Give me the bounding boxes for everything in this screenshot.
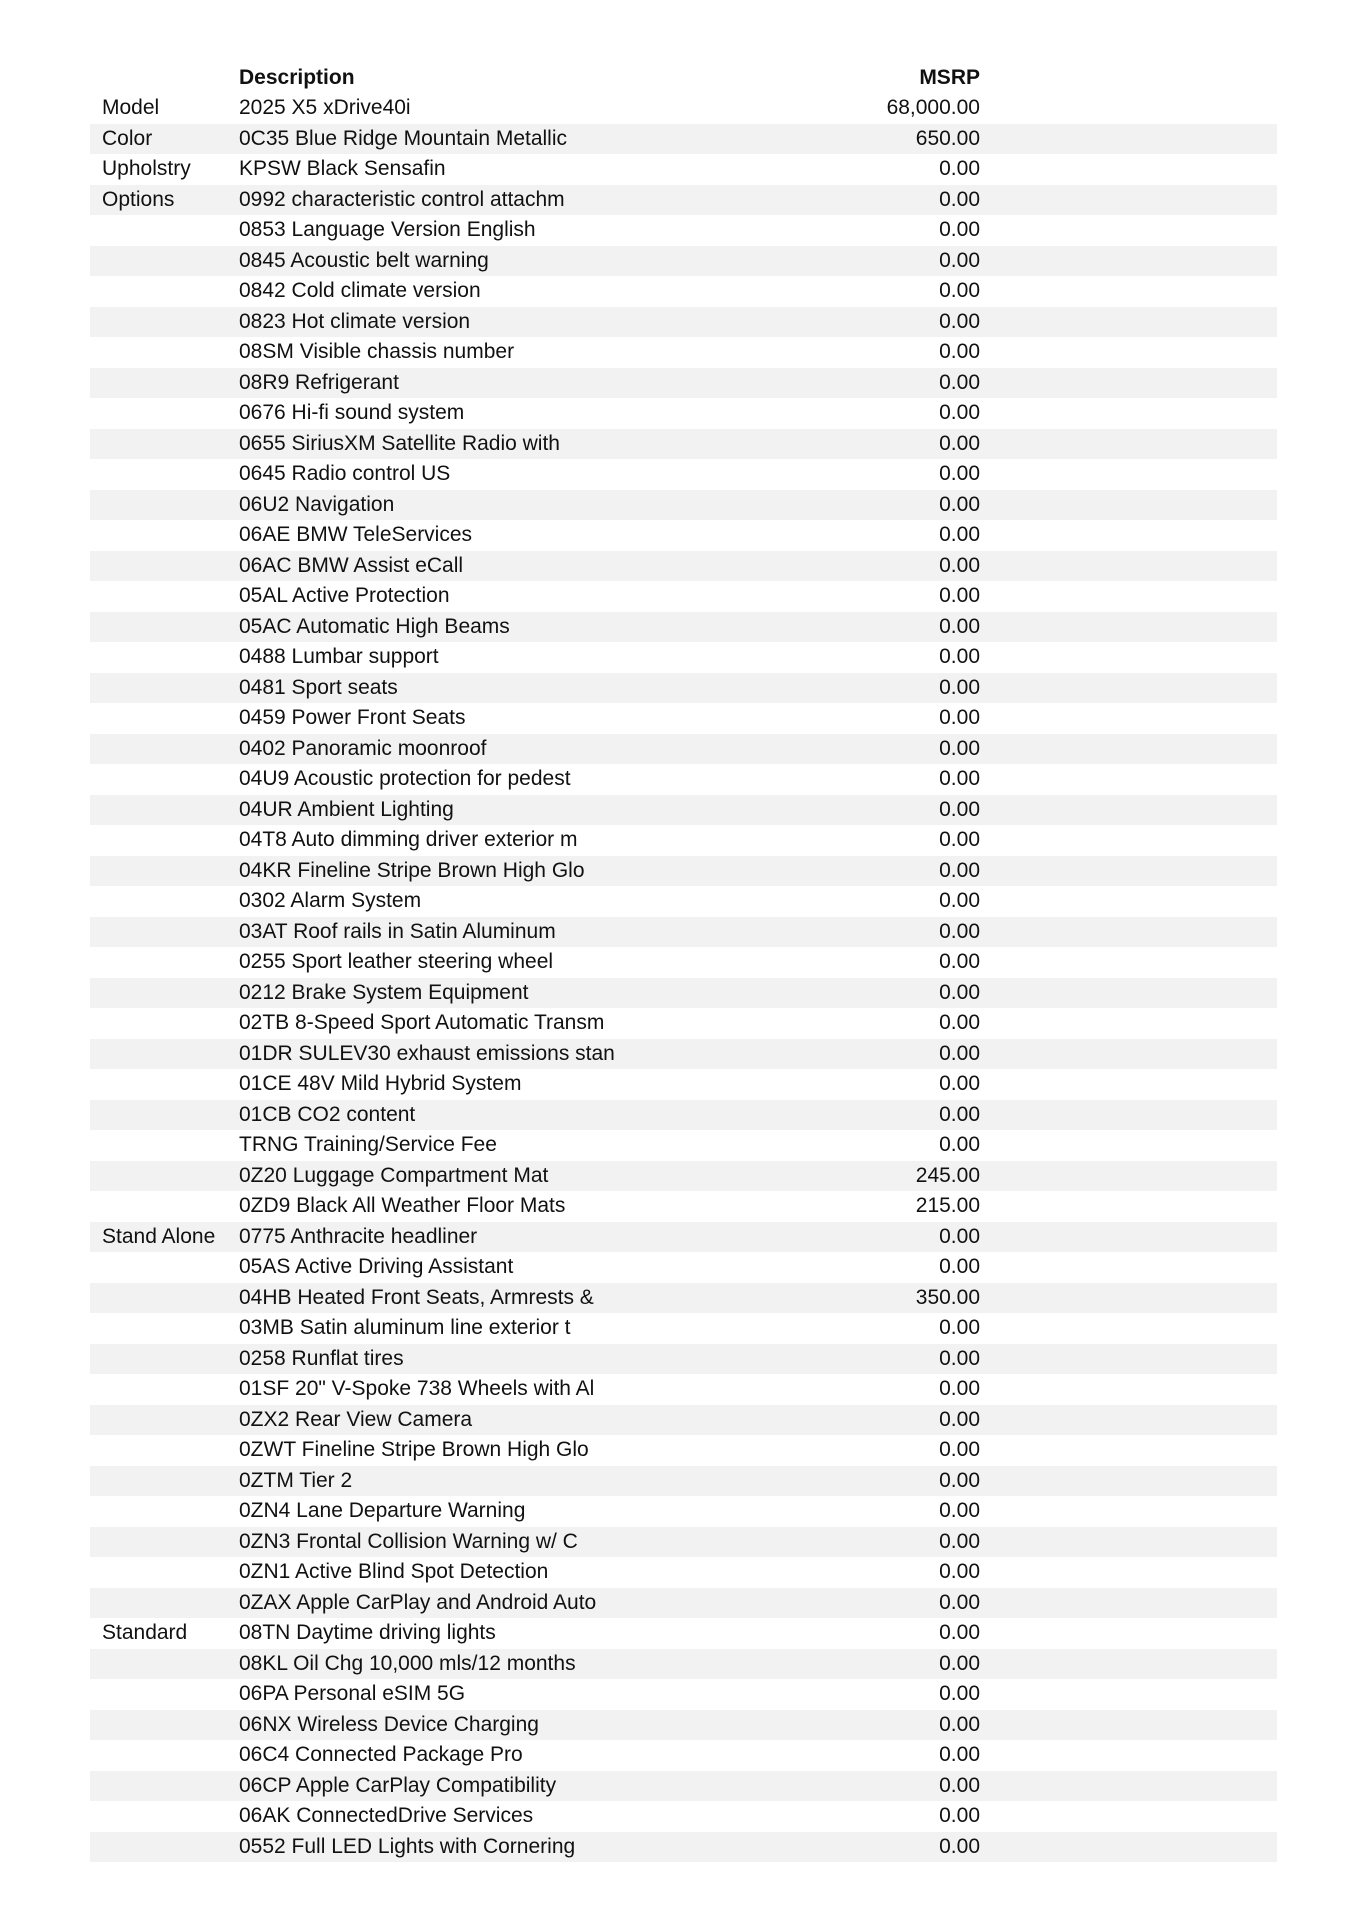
table-row bbox=[90, 1161, 1277, 1192]
row-category: Upholstry bbox=[102, 157, 191, 180]
row-description: 0302 Alarm System bbox=[239, 889, 422, 912]
row-description: 0459 Power Front Seats bbox=[239, 706, 466, 729]
row-description: 0853 Language Version English bbox=[239, 218, 536, 241]
row-description: 0823 Hot climate version bbox=[239, 309, 471, 333]
table-row bbox=[90, 947, 1277, 978]
row-msrp: 0.00 bbox=[939, 919, 980, 943]
table-row bbox=[90, 1252, 1277, 1283]
table-row bbox=[90, 1191, 1277, 1222]
row-description: 08R9 Refrigerant bbox=[239, 370, 399, 394]
row-msrp: 0.00 bbox=[939, 1011, 980, 1034]
row-msrp: 0.00 bbox=[939, 187, 980, 211]
table-row bbox=[90, 337, 1277, 368]
row-description: 08KL Oil Chg 10,000 mls/12 months bbox=[239, 1651, 576, 1675]
row-description: 0ZWT Fineline Stripe Brown High Glo bbox=[239, 1438, 589, 1461]
row-description: 05AC Automatic High Beams bbox=[239, 614, 510, 638]
table-row bbox=[90, 1649, 1277, 1680]
row-msrp: 350.00 bbox=[915, 1285, 980, 1309]
row-msrp: 0.00 bbox=[939, 309, 980, 333]
row-msrp: 0.00 bbox=[939, 1590, 980, 1614]
row-msrp: 0.00 bbox=[939, 645, 980, 668]
table-row bbox=[90, 276, 1277, 307]
row-description: 0552 Full LED Lights with Cornering bbox=[239, 1834, 576, 1858]
table-row bbox=[90, 673, 1277, 704]
row-description: 06CP Apple CarPlay Compatibility bbox=[239, 1773, 557, 1797]
table-row bbox=[90, 581, 1277, 612]
table-row bbox=[90, 825, 1277, 856]
table-row bbox=[90, 886, 1277, 917]
row-msrp: 0.00 bbox=[939, 401, 980, 424]
row-msrp: 0.00 bbox=[939, 157, 980, 180]
row-description: 06U2 Navigation bbox=[239, 492, 395, 516]
row-msrp: 0.00 bbox=[939, 1041, 980, 1065]
row-description: 0Z20 Luggage Compartment Mat bbox=[239, 1163, 549, 1187]
row-description: 04UR Ambient Lighting bbox=[239, 797, 454, 821]
row-msrp: 0.00 bbox=[939, 1316, 980, 1339]
row-description: 0C35 Blue Ridge Mountain Metallic bbox=[239, 126, 568, 150]
row-msrp: 650.00 bbox=[915, 126, 980, 150]
row-description: 0655 SiriusXM Satellite Radio with bbox=[239, 431, 560, 455]
row-description: 03AT Roof rails in Satin Aluminum bbox=[239, 919, 556, 943]
row-description: 0488 Lumbar support bbox=[239, 645, 439, 668]
row-msrp: 0.00 bbox=[939, 767, 980, 790]
table-row bbox=[90, 1679, 1277, 1710]
row-msrp: 0.00 bbox=[939, 1377, 980, 1400]
table-row bbox=[90, 459, 1277, 490]
table-row bbox=[90, 1771, 1277, 1802]
msrp-column-header: MSRP bbox=[919, 66, 980, 89]
row-msrp: 0.00 bbox=[939, 736, 980, 760]
row-msrp: 0.00 bbox=[939, 706, 980, 729]
row-description: KPSW Black Sensafin bbox=[239, 157, 446, 180]
row-msrp: 0.00 bbox=[939, 340, 980, 363]
row-msrp: 0.00 bbox=[939, 1834, 980, 1858]
table-row bbox=[90, 124, 1277, 155]
row-description: 06C4 Connected Package Pro bbox=[239, 1743, 523, 1766]
description-column-header: Description bbox=[239, 66, 355, 89]
row-msrp: 0.00 bbox=[939, 858, 980, 882]
table-row bbox=[90, 1374, 1277, 1405]
table-row bbox=[90, 1008, 1277, 1039]
row-description: 04KR Fineline Stripe Brown High Glo bbox=[239, 858, 585, 882]
table-row bbox=[90, 978, 1277, 1009]
row-description: 01CB CO2 content bbox=[239, 1102, 416, 1126]
table-row bbox=[90, 1405, 1277, 1436]
row-msrp: 0.00 bbox=[939, 675, 980, 699]
row-description: 0676 Hi-fi sound system bbox=[239, 401, 465, 424]
table-row bbox=[90, 1069, 1277, 1100]
row-description: 0845 Acoustic belt warning bbox=[239, 248, 489, 272]
row-msrp: 0.00 bbox=[939, 492, 980, 516]
row-description: 04HB Heated Front Seats, Armrests & bbox=[239, 1285, 594, 1309]
row-description: 0842 Cold climate version bbox=[239, 279, 481, 302]
row-msrp: 0.00 bbox=[939, 980, 980, 1004]
row-description: 0255 Sport leather steering wheel bbox=[239, 950, 554, 973]
row-description: 0ZN3 Frontal Collision Warning w/ C bbox=[239, 1529, 578, 1553]
row-msrp: 0.00 bbox=[939, 584, 980, 607]
table-row bbox=[90, 856, 1277, 887]
row-msrp: 0.00 bbox=[939, 1072, 980, 1095]
row-msrp: 0.00 bbox=[939, 370, 980, 394]
row-msrp: 0.00 bbox=[939, 1438, 980, 1461]
table-row bbox=[90, 551, 1277, 582]
row-description: 06AK ConnectedDrive Services bbox=[239, 1804, 534, 1827]
row-description: 06NX Wireless Device Charging bbox=[239, 1712, 539, 1736]
row-msrp: 0.00 bbox=[939, 1804, 980, 1827]
table-row bbox=[90, 764, 1277, 795]
table-row bbox=[90, 1222, 1277, 1253]
row-category: Color bbox=[102, 126, 153, 150]
row-msrp: 0.00 bbox=[939, 950, 980, 973]
table-row bbox=[90, 795, 1277, 826]
row-msrp: 0.00 bbox=[939, 1499, 980, 1522]
row-msrp: 0.00 bbox=[939, 218, 980, 241]
row-description: 01SF 20" V-Spoke 738 Wheels with Al bbox=[239, 1377, 595, 1400]
row-msrp: 0.00 bbox=[939, 1712, 980, 1736]
row-description: 04U9 Acoustic protection for pedest bbox=[239, 767, 571, 790]
table-row bbox=[90, 1618, 1277, 1649]
row-msrp: 68,000.00 bbox=[886, 96, 980, 119]
row-msrp: 0.00 bbox=[939, 1468, 980, 1492]
row-description: 0992 characteristic control attachm bbox=[239, 187, 565, 211]
row-msrp: 0.00 bbox=[939, 1773, 980, 1797]
row-description: 08SM Visible chassis number bbox=[239, 340, 515, 363]
row-msrp: 215.00 bbox=[915, 1194, 980, 1217]
table-row bbox=[90, 185, 1277, 216]
row-msrp: 0.00 bbox=[939, 614, 980, 638]
row-description: 0ZTM Tier 2 bbox=[239, 1468, 353, 1492]
row-msrp: 0.00 bbox=[939, 1255, 980, 1278]
table-row bbox=[90, 1496, 1277, 1527]
row-msrp: 0.00 bbox=[939, 523, 980, 546]
row-description: 0ZN4 Lane Departure Warning bbox=[239, 1499, 526, 1522]
row-msrp: 0.00 bbox=[939, 1743, 980, 1766]
row-msrp: 0.00 bbox=[939, 279, 980, 302]
row-msrp: 0.00 bbox=[939, 1682, 980, 1705]
table-row bbox=[90, 1313, 1277, 1344]
table-row bbox=[90, 703, 1277, 734]
row-description: 0ZX2 Rear View Camera bbox=[239, 1407, 473, 1431]
table-row bbox=[90, 642, 1277, 673]
row-msrp: 0.00 bbox=[939, 797, 980, 821]
table-row bbox=[90, 917, 1277, 948]
row-category: Model bbox=[102, 96, 160, 119]
table-row bbox=[90, 1740, 1277, 1771]
row-description: 06AE BMW TeleServices bbox=[239, 523, 473, 546]
row-msrp: 0.00 bbox=[939, 553, 980, 577]
table-row bbox=[90, 368, 1277, 399]
row-msrp: 0.00 bbox=[939, 889, 980, 912]
table-row bbox=[90, 1344, 1277, 1375]
row-description: 02TB 8-Speed Sport Automatic Transm bbox=[239, 1011, 605, 1034]
row-description: 08TN Daytime driving lights bbox=[239, 1621, 496, 1644]
table-row bbox=[90, 490, 1277, 521]
line-item-table bbox=[90, 93, 1277, 1862]
row-description: 0402 Panoramic moonroof bbox=[239, 736, 487, 760]
row-msrp: 0.00 bbox=[939, 828, 980, 851]
table-row bbox=[90, 520, 1277, 551]
row-category: Standard bbox=[102, 1621, 188, 1644]
row-description: 01DR SULEV30 exhaust emissions stan bbox=[239, 1041, 615, 1065]
table-row bbox=[90, 1557, 1277, 1588]
table-row bbox=[90, 307, 1277, 338]
row-description: 05AS Active Driving Assistant bbox=[239, 1255, 514, 1278]
row-msrp: 0.00 bbox=[939, 1133, 980, 1156]
row-description: 0258 Runflat tires bbox=[239, 1346, 404, 1370]
row-msrp: 245.00 bbox=[915, 1163, 980, 1187]
table-row bbox=[90, 734, 1277, 765]
table-row bbox=[90, 1466, 1277, 1497]
table-row bbox=[90, 1435, 1277, 1466]
table-row bbox=[90, 1588, 1277, 1619]
row-msrp: 0.00 bbox=[939, 1529, 980, 1553]
table-row bbox=[90, 1283, 1277, 1314]
table-row bbox=[90, 154, 1277, 185]
row-description: 0ZN1 Active Blind Spot Detection bbox=[239, 1560, 549, 1583]
table-row bbox=[90, 215, 1277, 246]
table-row bbox=[90, 1801, 1277, 1832]
row-msrp: 0.00 bbox=[939, 1224, 980, 1248]
row-msrp: 0.00 bbox=[939, 1102, 980, 1126]
table-row bbox=[90, 1100, 1277, 1131]
table-row bbox=[90, 1130, 1277, 1161]
table-header bbox=[90, 63, 1277, 93]
row-description: 0645 Radio control US bbox=[239, 462, 451, 485]
row-description: 0ZAX Apple CarPlay and Android Auto bbox=[239, 1590, 597, 1614]
row-description: TRNG Training/Service Fee bbox=[239, 1133, 497, 1156]
table-row bbox=[90, 246, 1277, 277]
row-msrp: 0.00 bbox=[939, 1407, 980, 1431]
row-msrp: 0.00 bbox=[939, 248, 980, 272]
row-msrp: 0.00 bbox=[939, 1621, 980, 1644]
table-row bbox=[90, 1710, 1277, 1741]
row-description: 06PA Personal eSIM 5G bbox=[239, 1682, 466, 1705]
table-row bbox=[90, 1527, 1277, 1558]
table-row bbox=[90, 1039, 1277, 1070]
row-description: 0775 Anthracite headliner bbox=[239, 1224, 478, 1248]
table-row bbox=[90, 1832, 1277, 1863]
row-description: 04T8 Auto dimming driver exterior m bbox=[239, 828, 578, 851]
row-category: Stand Alone bbox=[102, 1224, 216, 1248]
table-row bbox=[90, 612, 1277, 643]
row-category: Options bbox=[102, 187, 175, 211]
row-description: 0212 Brake System Equipment bbox=[239, 980, 529, 1004]
row-description: 06AC BMW Assist eCall bbox=[239, 553, 464, 577]
row-description: 0ZD9 Black All Weather Floor Mats bbox=[239, 1194, 566, 1217]
row-msrp: 0.00 bbox=[939, 1346, 980, 1370]
table-row bbox=[90, 93, 1277, 124]
table-row bbox=[90, 398, 1277, 429]
table-row bbox=[90, 429, 1277, 460]
row-msrp: 0.00 bbox=[939, 431, 980, 455]
row-description: 2025 X5 xDrive40i bbox=[239, 96, 411, 119]
row-msrp: 0.00 bbox=[939, 1651, 980, 1675]
row-description: 01CE 48V Mild Hybrid System bbox=[239, 1072, 522, 1095]
row-description: 05AL Active Protection bbox=[239, 584, 450, 607]
row-msrp: 0.00 bbox=[939, 1560, 980, 1583]
row-description: 0481 Sport seats bbox=[239, 675, 398, 699]
row-description: 03MB Satin aluminum line exterior t bbox=[239, 1316, 571, 1339]
row-msrp: 0.00 bbox=[939, 462, 980, 485]
